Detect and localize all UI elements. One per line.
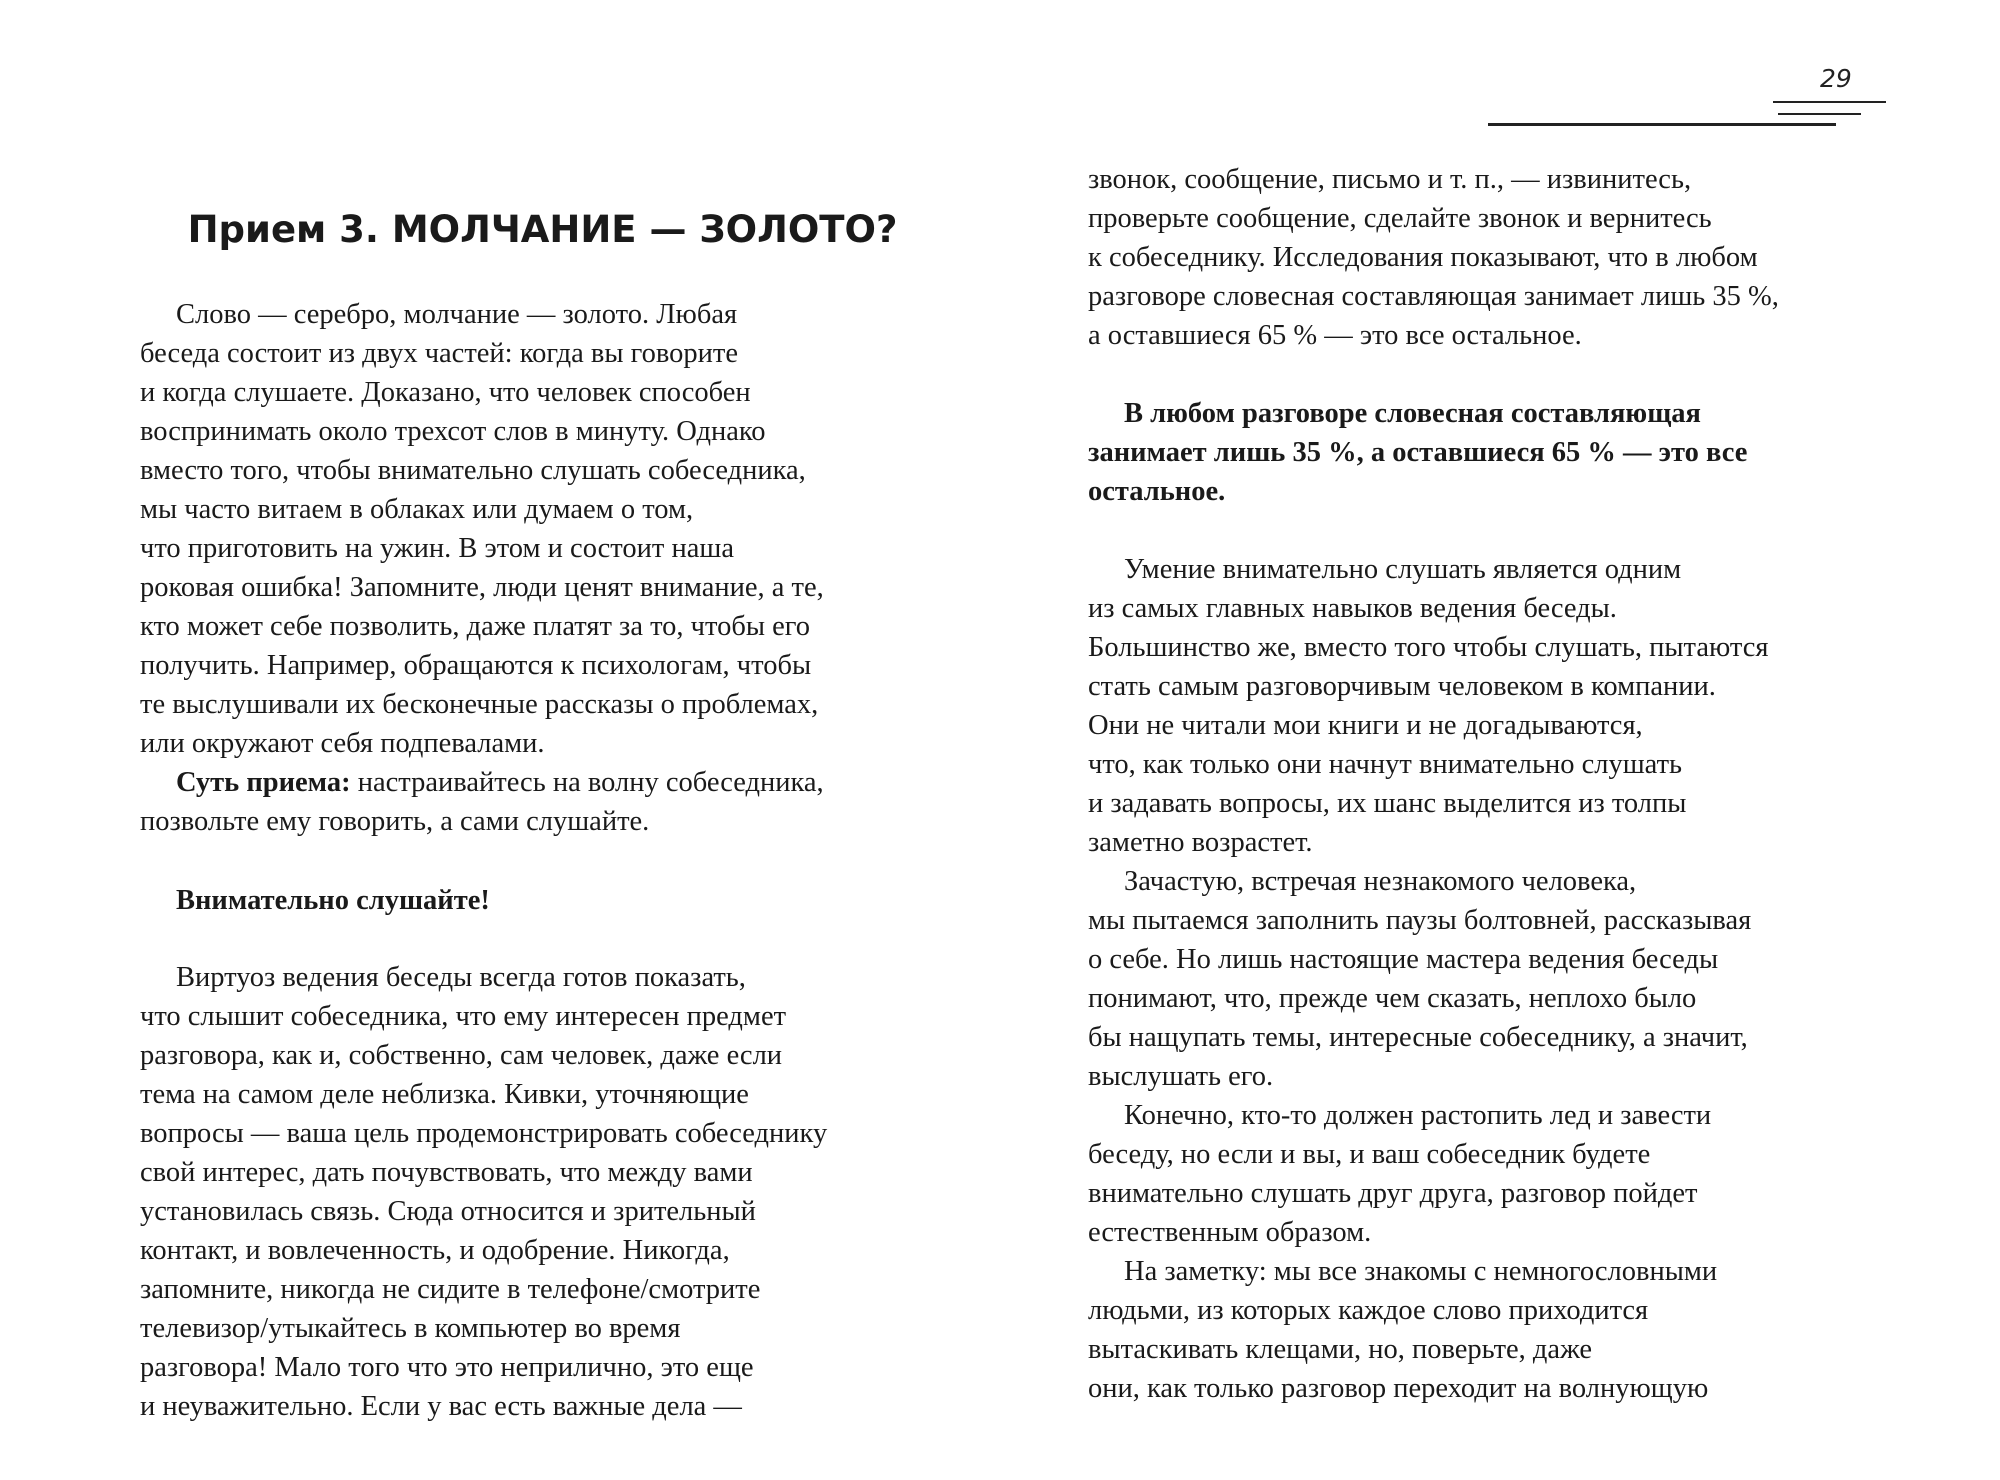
- header-rule-top: [1773, 101, 1886, 103]
- text-line: и когда слушаете. Доказано, что человек способен: [140, 377, 751, 408]
- paragraph-break-ice: [1088, 1096, 1888, 1252]
- text-line: и неуважительно. Если у вас есть важные дела —: [140, 1391, 742, 1422]
- text-line: они, как только разговор переходит на волнующую: [1088, 1373, 1709, 1404]
- text-line: Виртуоз ведения беседы всегда готов показать,: [176, 962, 746, 993]
- text-line: телевизор/утыкайтесь в компьютер во время: [140, 1313, 681, 1344]
- paragraph-virtuoso: [140, 958, 940, 1426]
- callout-quote: [1088, 394, 1888, 511]
- text-line: те выслушивали их бесконечные рассказы о проблемах,: [140, 689, 819, 720]
- text-line: Слово — серебро, молчание — золото. Любая: [176, 299, 738, 330]
- text-line: заметно возрастет.: [1088, 827, 1313, 858]
- text-line: позвольте ему говорить, а сами слушайте.: [140, 806, 650, 837]
- text-line: естественным образом.: [1088, 1217, 1372, 1248]
- text-line: получить. Например, обращаются к психологам, чтобы: [140, 650, 812, 681]
- paragraph-intro: [140, 295, 940, 763]
- text-line: или окружают себя подпевалами.: [140, 728, 545, 759]
- text-line: вместо того, чтобы внимательно слушать собеседника,: [140, 455, 806, 486]
- text-line: бы нащупать темы, интересные собеседнику, а значит,: [1088, 1022, 1748, 1053]
- text-line: проверьте сообщение, сделайте звонок и вернитесь: [1088, 203, 1712, 234]
- text-line: что, как только они начнут внимательно слушать: [1088, 749, 1683, 780]
- text-line: воспринимать около трехсот слов в минуту. Однако: [140, 416, 766, 447]
- text-line: звонок, сообщение, письмо и т. п., — извинитесь,: [1088, 164, 1692, 195]
- text-line: беседу, но если и вы, и ваш собеседник будете: [1088, 1139, 1651, 1170]
- text-line: разговора! Мало того что это неприлично, это еще: [140, 1352, 754, 1383]
- technique-label: Суть приема:: [176, 767, 351, 798]
- text-line: тема на самом деле неблизка. Кивки, уточняющие: [140, 1079, 749, 1110]
- text-line: Большинство же, вместо того чтобы слушать, пытаются: [1088, 632, 1769, 663]
- paragraph-continuation: [1088, 160, 1888, 355]
- paragraph-note: [1088, 1252, 1888, 1408]
- text-line: внимательно слушать друг друга, разговор пойдет: [1088, 1178, 1698, 1209]
- text-line: вытаскивать клещами, но, поверьте, даже: [1088, 1334, 1593, 1365]
- text-line: разговоре словесная составляющая занимает лишь 35 %,: [1088, 281, 1779, 312]
- header-rule-long: [1488, 123, 1836, 126]
- text-line: Зачастую, встречая незнакомого человека,: [1124, 866, 1637, 897]
- text-line: Они не читали мои книги и не догадываются,: [1088, 710, 1643, 741]
- text-line: остальное.: [1088, 476, 1226, 507]
- text-line: стать самым разговорчивым человеком в компании.: [1088, 671, 1716, 702]
- text-line: беседа состоит из двух частей: когда вы говорите: [140, 338, 738, 369]
- text-line: На заметку: мы все знакомы с немногословными: [1124, 1256, 1718, 1287]
- text-line: запомните, никогда не сидите в телефоне/смотрите: [140, 1274, 761, 1305]
- text-line: Умение внимательно слушать является одним: [1124, 554, 1682, 585]
- section-title: Прием 3. МОЛЧАНИЕ — ЗОЛОТО?: [187, 208, 898, 251]
- text-line: роковая ошибка! Запомните, люди ценят внимание, а те,: [140, 572, 824, 603]
- text-line: а оставшиеся 65 % — это все остальное.: [1088, 320, 1582, 351]
- text-line: контакт, и вовлеченность, и одобрение. Никогда,: [140, 1235, 730, 1266]
- text-line: В любом разговоре словесная составляющая: [1124, 398, 1701, 429]
- text-line: Конечно, кто-то должен растопить лед и завести: [1124, 1100, 1712, 1131]
- text-line: что слышит собеседника, что ему интересен предмет: [140, 1001, 787, 1032]
- text-line: вопросы — ваша цель продемонстрировать собеседнику: [140, 1118, 828, 1149]
- text-line: к собеседнику. Исследования показывают, что в любом: [1088, 242, 1758, 273]
- technique-text: настраивайтесь на волну собеседника,: [350, 767, 824, 798]
- paragraph-technique-essence: [140, 763, 940, 841]
- paragraph-listening-skill: [1088, 550, 1888, 862]
- text-line: мы часто витаем в облаках или думаем о том,: [140, 494, 694, 525]
- page-number: 29: [1820, 64, 1852, 93]
- paragraph-small-talk: [1088, 862, 1888, 1096]
- text-line: о себе. Но лишь настоящие мастера ведения беседы: [1088, 944, 1719, 975]
- right-column: [1088, 160, 1888, 1408]
- text-line: свой интерес, дать почувствовать, что между вами: [140, 1157, 753, 1188]
- text-line: занимает лишь 35 %, а оставшиеся 65 % — это все: [1088, 437, 1748, 468]
- text-line: кто может себе позволить, даже платят за то, чтобы его: [140, 611, 810, 642]
- text-line: что приготовить на ужин. В этом и состоит наша: [140, 533, 734, 564]
- left-column: [140, 205, 940, 1426]
- text-line: разговора, как и, собственно, сам человек, даже если: [140, 1040, 783, 1071]
- text-line: понимают, что, прежде чем сказать, неплохо было: [1088, 983, 1697, 1014]
- header-rule-middle: [1778, 113, 1861, 115]
- text-line: людьми, из которых каждое слово приходится: [1088, 1295, 1649, 1326]
- subheading: Внимательно слушайте!: [176, 885, 490, 916]
- text-line: мы пытаемся заполнить паузы болтовней, рассказывая: [1088, 905, 1752, 936]
- text-line: и задавать вопросы, их шанс выделится из толпы: [1088, 788, 1687, 819]
- text-line: [140, 763, 940, 802]
- text-line: выслушать его.: [1088, 1061, 1274, 1092]
- text-line: из самых главных навыков ведения беседы.: [1088, 593, 1617, 624]
- text-line: установилась связь. Сюда относится и зрительный: [140, 1196, 756, 1227]
- page-header: [0, 0, 2000, 140]
